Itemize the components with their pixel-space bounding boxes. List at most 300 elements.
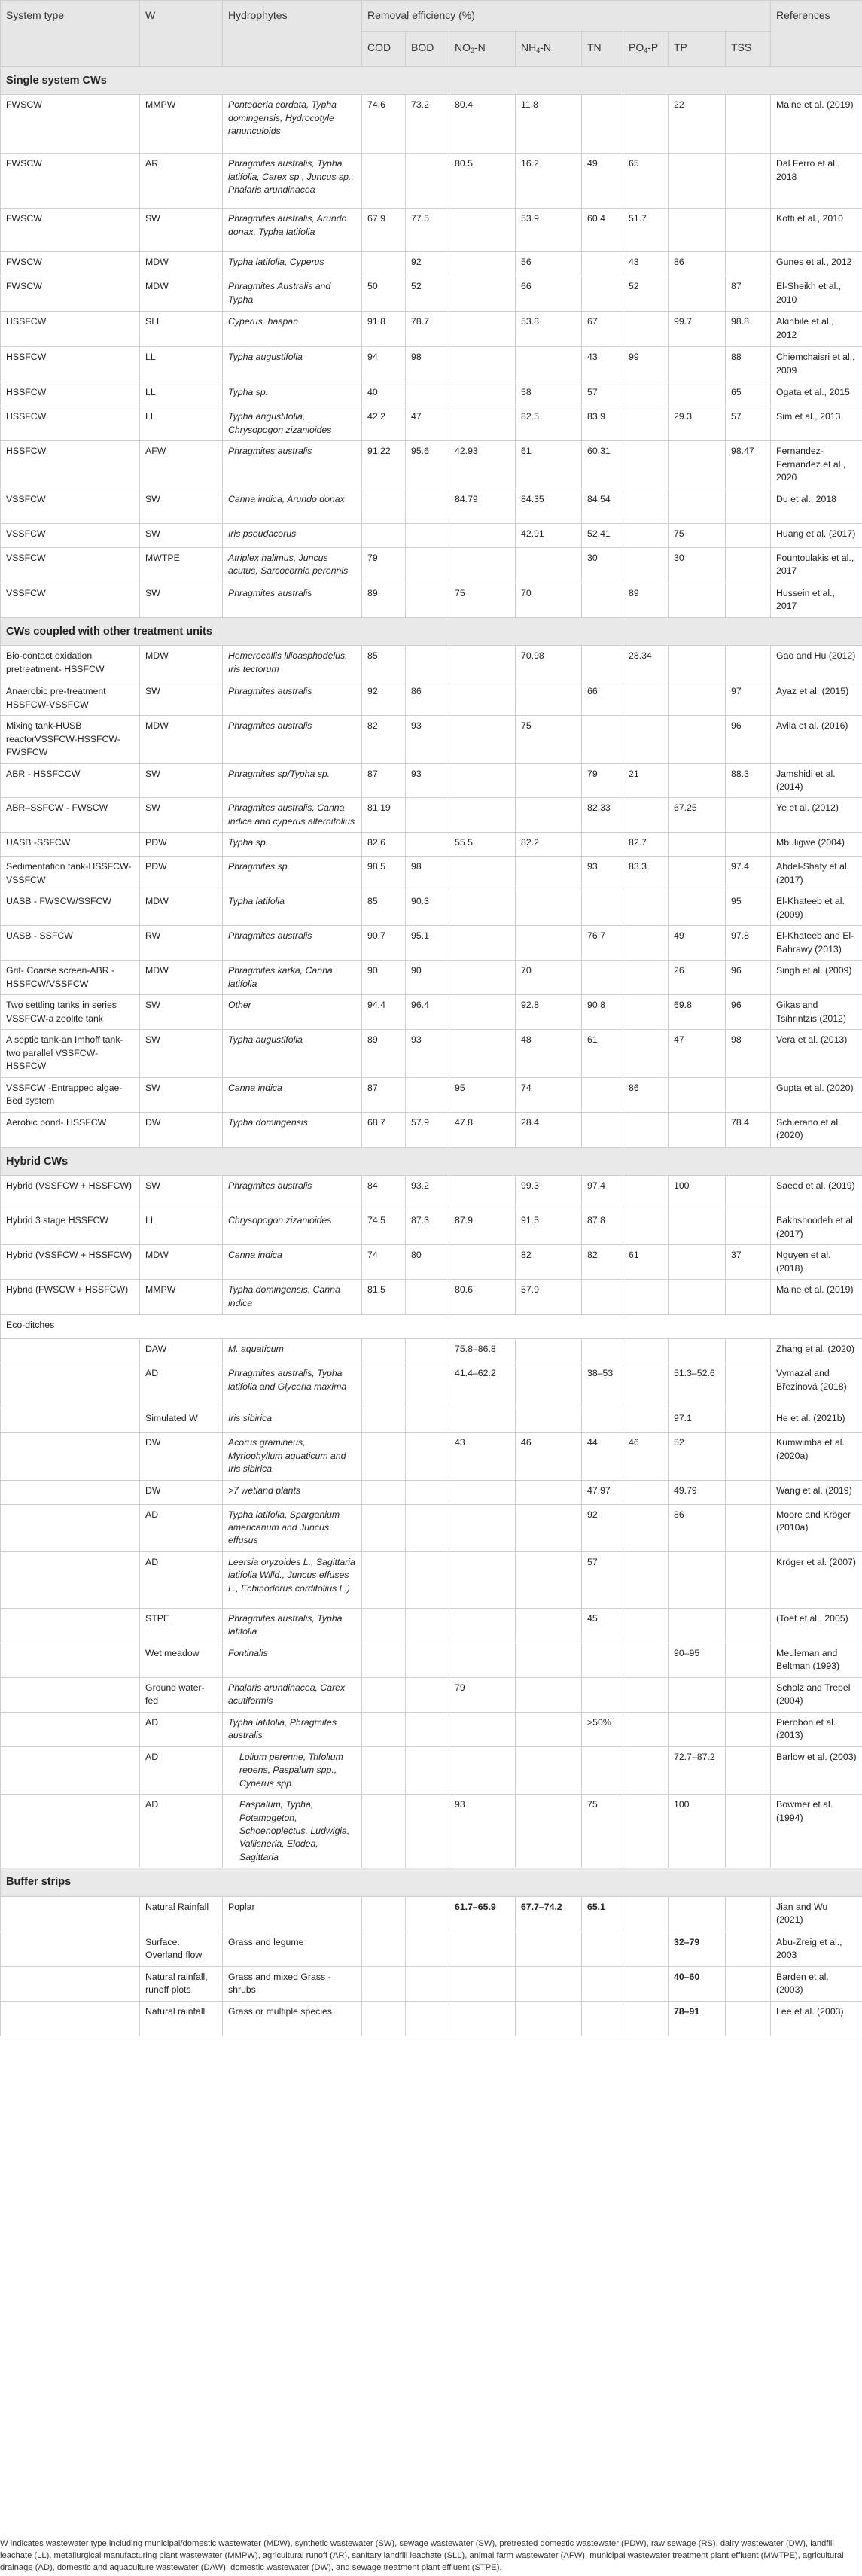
cell-bod: 98: [406, 347, 449, 382]
cell-bod: [406, 1643, 449, 1677]
cell-tp: [669, 382, 726, 406]
section-title: Hybrid CWs: [1, 1147, 862, 1176]
cell-hydrophytes: Acorus gramineus, Myriophyllum aquaticum and Iris sibirica: [223, 1433, 362, 1480]
cell-cod: 50: [362, 276, 406, 312]
cell-po4p: 89: [623, 583, 669, 617]
cell-tp: 51.3–52.6: [669, 1363, 726, 1408]
cell-no3n: [449, 857, 516, 891]
cell-system-type: FWSCW: [1, 252, 140, 276]
cell-tp: 67.25: [669, 798, 726, 833]
cell-hydrophytes: Paspalum, Typha, Potamogeton, Schoenoplectus, Ludwigia, Vallisneria, Elodea, Sagittaria: [223, 1795, 362, 1868]
cell-tn: 57: [582, 382, 623, 406]
cell-w: Wet meadow: [140, 1643, 223, 1677]
cell-bod: 93: [406, 763, 449, 798]
cell-reference: Nguyen et al. (2018): [771, 1245, 862, 1280]
cell-hydrophytes: Typha sp.: [223, 833, 362, 857]
cell-no3n: 84.79: [449, 489, 516, 523]
cell-system-type: [1, 1795, 140, 1868]
cell-hydrophytes: Phalaris arundinacea, Carex acutiformis: [223, 1677, 362, 1712]
header-removal-efficiency: Removal efficiency (%): [362, 1, 771, 32]
cell-w: MDW: [140, 252, 223, 276]
cell-nh4n: 70: [516, 583, 582, 617]
cell-cod: [362, 523, 406, 547]
cell-system-type: [1, 1677, 140, 1712]
table-row: [1, 1176, 862, 1210]
cell-po4p: [623, 1608, 669, 1643]
cell-tn: 84.54: [582, 489, 623, 523]
cell-reference: Fernandez-Fernandez et al., 2020: [771, 441, 862, 489]
cell-bod: [406, 1551, 449, 1608]
cell-tn: [582, 252, 623, 276]
cell-reference: Moore and Kröger (2010a): [771, 1504, 862, 1551]
cell-po4p: [623, 1551, 669, 1608]
cell-no3n: [449, 1245, 516, 1280]
table-row: [1, 716, 862, 763]
cell-tp: 90–95: [669, 1643, 726, 1677]
cell-reference: (Toet et al., 2005): [771, 1608, 862, 1643]
cell-tn: 43: [582, 347, 623, 382]
cell-hydrophytes: Typha augustifolia: [223, 347, 362, 382]
cell-bod: 95.1: [406, 926, 449, 961]
table-row: [1, 1795, 862, 1868]
cell-tp: 72.7–87.2: [669, 1746, 726, 1794]
cell-system-type: HSSFCW: [1, 382, 140, 406]
cell-po4p: [623, 1643, 669, 1677]
cell-po4p: [623, 716, 669, 763]
cell-cod: 98.5: [362, 857, 406, 891]
cell-no3n: 41.4–62.2: [449, 1363, 516, 1408]
cell-bod: [406, 1280, 449, 1315]
table-row: [1, 798, 862, 833]
cell-reference: Jian and Wu (2021): [771, 1896, 862, 1932]
cell-bod: 86: [406, 681, 449, 716]
cell-tss: [726, 1176, 771, 1210]
cell-system-type: [1, 1712, 140, 1746]
cell-no3n: 61.7–65.9: [449, 1896, 516, 1932]
cell-tn: [582, 1408, 623, 1433]
cell-nh4n: [516, 547, 582, 583]
cell-reference: Saeed et al. (2019): [771, 1176, 862, 1210]
cell-reference: Abdel-Shafy et al. (2017): [771, 857, 862, 891]
cell-nh4n: 70: [516, 961, 582, 995]
cell-tp: [669, 646, 726, 681]
cell-tp: 86: [669, 1504, 726, 1551]
cell-tss: 97: [726, 681, 771, 716]
cell-no3n: [449, 406, 516, 441]
cell-no3n: [449, 646, 516, 681]
cell-po4p: [623, 1966, 669, 2001]
cell-w: DW: [140, 1433, 223, 1480]
cell-hydrophytes: Typha latifolia: [223, 891, 362, 926]
cell-tss: [726, 2001, 771, 2036]
cell-po4p: [623, 312, 669, 347]
cell-tss: [726, 1504, 771, 1551]
cell-no3n: [449, 252, 516, 276]
table-body: [1, 66, 862, 2036]
cell-tn: 38–53: [582, 1363, 623, 1408]
cell-system-type: [1, 2001, 140, 2036]
cell-reference: El-Sheikh et al., 2010: [771, 276, 862, 312]
cell-nh4n: [516, 798, 582, 833]
cell-no3n: [449, 523, 516, 547]
cell-tn: [582, 2001, 623, 2036]
cell-no3n: 80.6: [449, 1280, 516, 1315]
cell-tp: [669, 209, 726, 252]
cell-tn: 49: [582, 154, 623, 209]
cell-w: Surface. Overland flow: [140, 1932, 223, 1966]
cell-tp: 69.8: [669, 995, 726, 1030]
cell-cod: 82.6: [362, 833, 406, 857]
cell-tn: [582, 276, 623, 312]
table-row: [1, 1966, 862, 2001]
cell-w: MDW: [140, 1245, 223, 1280]
cell-system-type: HSSFCW: [1, 441, 140, 489]
table-row: [1, 833, 862, 857]
cell-po4p: [623, 1176, 669, 1210]
cell-bod: [406, 1896, 449, 1932]
cell-w: SW: [140, 763, 223, 798]
cell-no3n: [449, 1408, 516, 1433]
cell-po4p: 83.3: [623, 857, 669, 891]
eco-ditches-row: [1, 1315, 862, 1339]
cell-w: MDW: [140, 646, 223, 681]
cell-w: SLL: [140, 312, 223, 347]
cell-hydrophytes: Chrysopogon zizanioides: [223, 1210, 362, 1245]
cell-po4p: [623, 1795, 669, 1868]
cell-tss: [726, 1932, 771, 1966]
cell-w: SW: [140, 523, 223, 547]
cell-cod: [362, 1932, 406, 1966]
cell-tss: [726, 252, 771, 276]
cell-hydrophytes: Phragmites Australis and Typha: [223, 276, 362, 312]
cell-tn: 97.4: [582, 1176, 623, 1210]
cell-no3n: [449, 681, 516, 716]
cell-no3n: [449, 382, 516, 406]
cell-no3n: 95: [449, 1077, 516, 1112]
eco-ditches-label: Eco-ditches: [1, 1315, 862, 1339]
cell-tp: [669, 681, 726, 716]
cell-cod: 84: [362, 1176, 406, 1210]
cell-cod: 42.2: [362, 406, 406, 441]
cell-no3n: [449, 1932, 516, 1966]
cell-hydrophytes: Typha latifolia, Sparganium americanum and Juncus effusus: [223, 1504, 362, 1551]
cell-reference: Gupta et al. (2020): [771, 1077, 862, 1112]
cell-nh4n: [516, 1363, 582, 1408]
cell-tss: 65: [726, 382, 771, 406]
table-row: [1, 583, 862, 617]
cell-po4p: [623, 961, 669, 995]
cell-w: Natural Rainfall: [140, 1896, 223, 1932]
table-row: [1, 1280, 862, 1315]
cell-w: AR: [140, 154, 223, 209]
cell-nh4n: [516, 1746, 582, 1794]
cell-tn: [582, 716, 623, 763]
cell-hydrophytes: Typha domingensis, Canna indica: [223, 1280, 362, 1315]
cell-nh4n: 58: [516, 382, 582, 406]
cell-cod: [362, 252, 406, 276]
cell-hydrophytes: Canna indica: [223, 1245, 362, 1280]
cell-reference: Kröger et al. (2007): [771, 1551, 862, 1608]
cell-no3n: [449, 312, 516, 347]
cell-cod: 68.7: [362, 1112, 406, 1147]
cell-tn: [582, 1746, 623, 1794]
cell-tn: 45: [582, 1608, 623, 1643]
cell-system-type: Two settling tanks in series VSSFCW-a zeolite tank: [1, 995, 140, 1030]
cell-nh4n: [516, 347, 582, 382]
cell-tn: 57: [582, 1551, 623, 1608]
cell-po4p: [623, 1339, 669, 1363]
table-row: [1, 1896, 862, 1932]
cell-hydrophytes: Typha latifolia, Cyperus: [223, 252, 362, 276]
header-tn: TN: [582, 31, 623, 66]
cell-po4p: 46: [623, 1433, 669, 1480]
cell-cod: [362, 2001, 406, 2036]
cell-po4p: 82.7: [623, 833, 669, 857]
cell-po4p: [623, 1210, 669, 1245]
cell-tss: 95: [726, 891, 771, 926]
cell-nh4n: 82: [516, 1245, 582, 1280]
cell-cod: [362, 1896, 406, 1932]
cell-reference: Pierobon et al. (2013): [771, 1712, 862, 1746]
cell-hydrophytes: Iris pseudacorus: [223, 523, 362, 547]
cell-po4p: [623, 1363, 669, 1408]
cell-po4p: [623, 1408, 669, 1433]
cell-system-type: Mixing tank-HUSB reactorVSSFCW-HSSFCW-FWSFCW: [1, 716, 140, 763]
cell-tp: [669, 1608, 726, 1643]
header-cod: COD: [362, 31, 406, 66]
table-row: [1, 1030, 862, 1077]
cell-hydrophytes: Atriplex halimus, Juncus acutus, Sarcocornia perennis: [223, 547, 362, 583]
cell-tss: [726, 1712, 771, 1746]
cell-hydrophytes: Typha domingensis: [223, 1112, 362, 1147]
cell-tn: [582, 1966, 623, 2001]
cell-no3n: 80.5: [449, 154, 516, 209]
table-row: [1, 681, 862, 716]
cell-system-type: [1, 1408, 140, 1433]
cell-tn: 75: [582, 1795, 623, 1868]
cell-tp: 100: [669, 1176, 726, 1210]
section-header-row: [1, 1147, 862, 1176]
cell-tss: [726, 646, 771, 681]
cell-tn: 87.8: [582, 1210, 623, 1245]
cell-cod: 87: [362, 1077, 406, 1112]
cell-tn: [582, 583, 623, 617]
section-header-row: [1, 617, 862, 646]
cell-hydrophytes: Phragmites australis: [223, 926, 362, 961]
cell-tp: [669, 441, 726, 489]
section-header-row: [1, 1868, 862, 1897]
cell-tss: [726, 1433, 771, 1480]
cell-bod: [406, 1433, 449, 1480]
cell-nh4n: 42.91: [516, 523, 582, 547]
cell-no3n: 79: [449, 1677, 516, 1712]
cell-w: Ground water-fed: [140, 1677, 223, 1712]
cell-reference: Ayaz et al. (2015): [771, 681, 862, 716]
cell-system-type: UASB -SSFCW: [1, 833, 140, 857]
cell-reference: Kumwimba et al. (2020a): [771, 1433, 862, 1480]
cell-reference: Gao and Hu (2012): [771, 646, 862, 681]
cell-tn: [582, 1077, 623, 1112]
cell-cod: [362, 154, 406, 209]
cell-nh4n: [516, 1504, 582, 1551]
table-row: [1, 1932, 862, 1966]
table-row: [1, 891, 862, 926]
cell-system-type: UASB - FWSCW/SSFCW: [1, 891, 140, 926]
cell-tn: 61: [582, 1030, 623, 1077]
cell-tp: 22: [669, 95, 726, 154]
table-row: [1, 406, 862, 441]
cell-system-type: ABR - HSSFCCW: [1, 763, 140, 798]
cell-po4p: [623, 681, 669, 716]
cell-cod: [362, 1643, 406, 1677]
cell-reference: Gunes et al., 2012: [771, 252, 862, 276]
cell-w: MMPW: [140, 1280, 223, 1315]
cell-tp: 32–79: [669, 1932, 726, 1966]
cell-cod: 89: [362, 1030, 406, 1077]
cell-no3n: [449, 763, 516, 798]
header-po4p: $PO_4-P$: [623, 31, 669, 66]
cell-system-type: [1, 1746, 140, 1794]
cell-tn: [582, 833, 623, 857]
table-row: [1, 276, 862, 312]
cell-po4p: 86: [623, 1077, 669, 1112]
cell-cod: [362, 1363, 406, 1408]
cell-nh4n: 82.2: [516, 833, 582, 857]
cell-w: MDW: [140, 961, 223, 995]
cell-tp: [669, 857, 726, 891]
table-row: [1, 1712, 862, 1746]
cell-cod: [362, 1504, 406, 1551]
cell-reference: He et al. (2021b): [771, 1408, 862, 1433]
cell-hydrophytes: Typha angustifolia, Chrysopogon zizanioides: [223, 406, 362, 441]
cell-system-type: HSSFCW: [1, 347, 140, 382]
header-bod: BOD: [406, 31, 449, 66]
cell-nh4n: [516, 763, 582, 798]
cell-bod: 93.2: [406, 1176, 449, 1210]
cell-tp: [669, 1112, 726, 1147]
cell-nh4n: [516, 891, 582, 926]
table-row: [1, 1551, 862, 1608]
cell-w: AD: [140, 1712, 223, 1746]
cell-po4p: 43: [623, 252, 669, 276]
cell-bod: 52: [406, 276, 449, 312]
cell-system-type: UASB - SSFCW: [1, 926, 140, 961]
cell-tn: 92: [582, 1504, 623, 1551]
cell-reference: Zhang et al. (2020): [771, 1339, 862, 1363]
cell-po4p: [623, 798, 669, 833]
cell-hydrophytes: Other: [223, 995, 362, 1030]
cell-tn: 52.41: [582, 523, 623, 547]
cell-cod: [362, 1480, 406, 1504]
cell-tp: 26: [669, 961, 726, 995]
cell-no3n: [449, 995, 516, 1030]
cell-tss: [726, 95, 771, 154]
cell-po4p: [623, 1712, 669, 1746]
cell-tp: 86: [669, 252, 726, 276]
cell-cod: 74: [362, 1245, 406, 1280]
cell-reference: Singh et al. (2009): [771, 961, 862, 995]
cell-bod: [406, 1363, 449, 1408]
cell-nh4n: [516, 926, 582, 961]
cell-nh4n: [516, 1339, 582, 1363]
table-row: [1, 1077, 862, 1112]
cell-tn: 76.7: [582, 926, 623, 961]
cell-nh4n: [516, 1643, 582, 1677]
cell-nh4n: [516, 1712, 582, 1746]
cell-tn: [582, 646, 623, 681]
cell-reference: Dal Ferro et al., 2018: [771, 154, 862, 209]
cell-nh4n: 91.5: [516, 1210, 582, 1245]
cell-nh4n: 53.8: [516, 312, 582, 347]
cell-po4p: [623, 1504, 669, 1551]
cell-po4p: [623, 489, 669, 523]
cell-reference: Sim et al., 2013: [771, 406, 862, 441]
cell-cod: [362, 1339, 406, 1363]
cell-w: Simulated W: [140, 1408, 223, 1433]
table-row: [1, 154, 862, 209]
cell-bod: [406, 154, 449, 209]
cell-tp: [669, 1280, 726, 1315]
cell-tp: 49: [669, 926, 726, 961]
table-row: [1, 1677, 862, 1712]
cell-tp: 40–60: [669, 1966, 726, 2001]
cell-nh4n: 53.9: [516, 209, 582, 252]
cell-no3n: [449, 1746, 516, 1794]
cell-system-type: HSSFCW: [1, 312, 140, 347]
cell-tp: [669, 1210, 726, 1245]
cell-tss: 37: [726, 1245, 771, 1280]
cell-po4p: 52: [623, 276, 669, 312]
cell-cod: [362, 489, 406, 523]
cell-bod: 47: [406, 406, 449, 441]
cell-w: MDW: [140, 276, 223, 312]
cell-tss: [726, 489, 771, 523]
table-row: [1, 1210, 862, 1245]
cell-reference: Vera et al. (2013): [771, 1030, 862, 1077]
cell-w: PDW: [140, 857, 223, 891]
cell-po4p: 28.34: [623, 646, 669, 681]
cell-no3n: 75: [449, 583, 516, 617]
cell-tn: >50%: [582, 1712, 623, 1746]
cell-cod: 91.8: [362, 312, 406, 347]
cell-po4p: [623, 2001, 669, 2036]
cell-w: SW: [140, 1030, 223, 1077]
cell-reference: El-Khateeb and El-Bahrawy (2013): [771, 926, 862, 961]
cell-tp: [669, 891, 726, 926]
cell-w: SW: [140, 1176, 223, 1210]
cell-reference: Barden et al. (2003): [771, 1966, 862, 2001]
cell-nh4n: [516, 1677, 582, 1712]
cell-hydrophytes: Phragmites australis, Typha latifolia and Glyceria maxima: [223, 1363, 362, 1408]
cell-reference: Barlow et al. (2003): [771, 1746, 862, 1794]
cell-hydrophytes: Typha sp.: [223, 382, 362, 406]
header-tss: TSS: [726, 31, 771, 66]
table-row: [1, 2001, 862, 2036]
cell-hydrophytes: Phragmites australis, Canna indica and cyperus alternifolius: [223, 798, 362, 833]
cell-tn: [582, 1677, 623, 1712]
cell-w: AD: [140, 1504, 223, 1551]
cell-po4p: [623, 1677, 669, 1712]
cell-tp: 99.7: [669, 312, 726, 347]
cell-nh4n: 67.7–74.2: [516, 1896, 582, 1932]
cell-no3n: [449, 961, 516, 995]
cell-w: DW: [140, 1112, 223, 1147]
table-row: [1, 1339, 862, 1363]
cell-nh4n: 75: [516, 716, 582, 763]
cell-hydrophytes: Typha augustifolia: [223, 1030, 362, 1077]
cell-tss: [726, 209, 771, 252]
cell-bod: [406, 1408, 449, 1433]
